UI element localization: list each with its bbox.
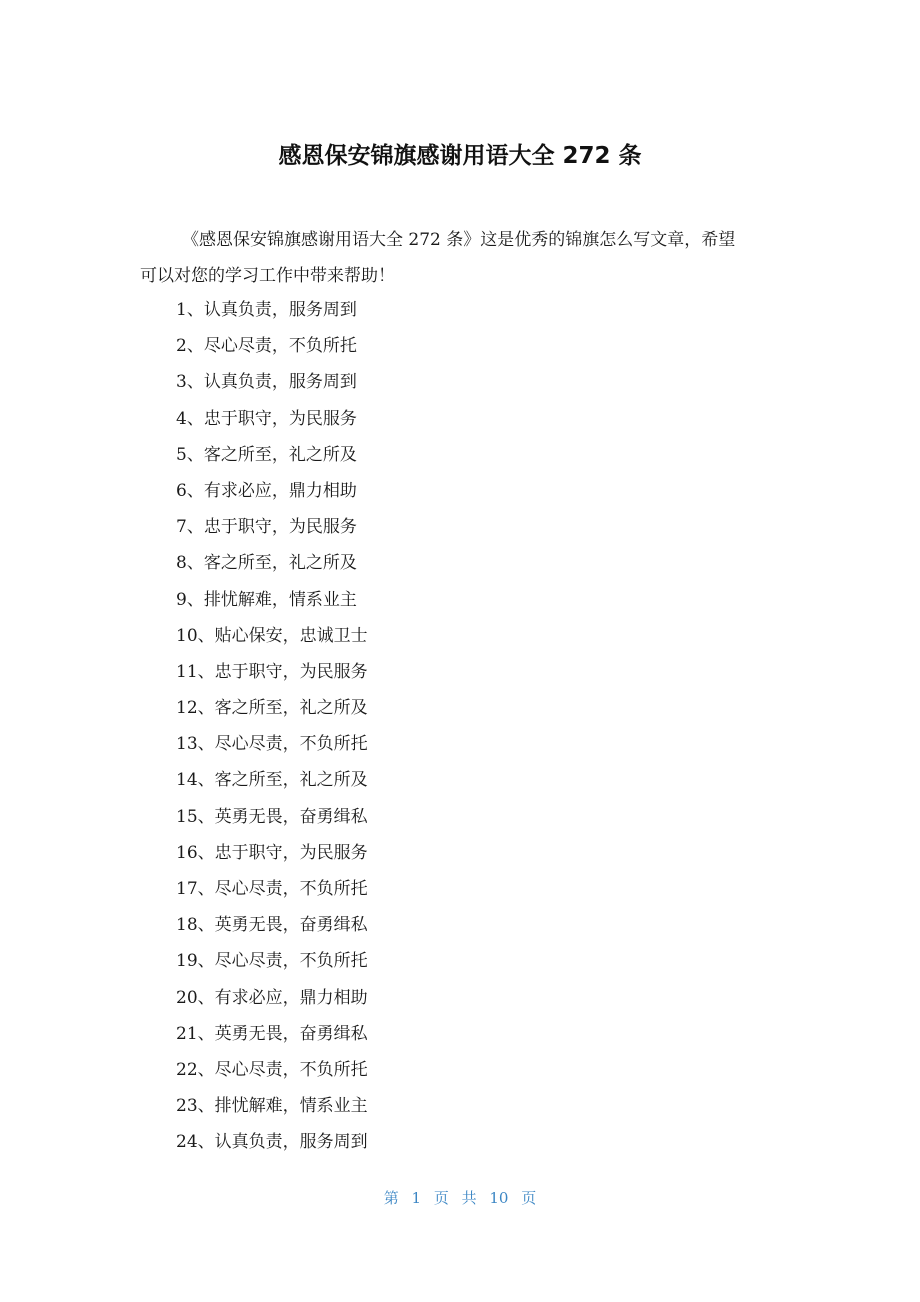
list-item: 8、客之所至，礼之所及 [176,553,357,574]
list-item: 18、英勇无畏，奋勇缉私 [176,915,368,936]
list-item: 19、尽心尽责，不负所托 [176,951,368,972]
intro-paragraph [140,222,780,294]
list-item: 10、贴心保安，忠诚卫士 [176,625,368,646]
list-item: 7、忠于职守，为民服务 [176,517,357,538]
list-item: 4、忠于职守，为民服务 [176,408,357,429]
list-item: 3、认真负责，服务周到 [176,372,357,393]
phrase-list [176,292,368,1161]
list-item: 16、忠于职守，为民服务 [176,842,368,863]
list-item: 2、尽心尽责，不负所托 [176,336,357,357]
list-item: 15、英勇无畏，奋勇缉私 [176,806,368,827]
list-item: 22、尽心尽责，不负所托 [176,1059,368,1080]
list-item: 6、有求必应，鼎力相助 [176,480,357,501]
list-item: 1、认真负责，服务周到 [176,300,357,320]
list-item: 17、尽心尽责，不负所托 [176,879,368,899]
list-item: 14、客之所至，礼之所及 [176,770,368,791]
page-footer: 第 1 页 共 10 页 [383,1189,537,1207]
list-item: 13、尽心尽责，不负所托 [176,734,368,755]
list-item: 24、认真负责，服务周到 [176,1132,368,1153]
document-title: 感恩保安锦旗感谢用语大全 272 条 [278,143,642,169]
list-item: 21、英勇无畏，奋勇缉私 [176,1023,368,1044]
list-item: 12、客之所至，礼之所及 [176,698,368,719]
list-item: 5、客之所至，礼之所及 [176,444,357,465]
intro-line-1: 《感恩保安锦旗感谢用语大全 272 条》这是优秀的锦旗怎么写文章，希望 [182,230,736,250]
list-item: 11、忠于职守，为民服务 [176,661,368,682]
list-item: 20、有求必应，鼎力相助 [176,987,368,1008]
list-item: 23、排忧解难，情系业主 [176,1096,368,1117]
intro-line-2: 可以对您的学习工作中带来帮助！ [140,266,395,286]
list-item: 9、排忧解难，情系业主 [176,589,357,610]
